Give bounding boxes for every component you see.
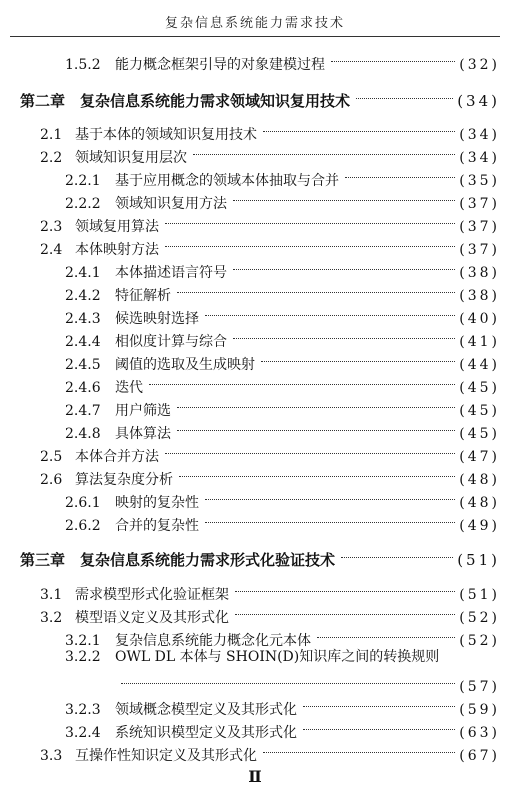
toc-entry[interactable] — [65, 324, 500, 350]
section-title: 互操作性知识定义及其形式化 — [75, 748, 257, 764]
dot-leader — [175, 278, 455, 300]
page-number: (32) — [459, 57, 500, 73]
dot-leader — [119, 669, 455, 691]
section-title: 基于应用概念的领域本体抽取与合并 — [115, 173, 339, 189]
section-number: 3.2.3 — [65, 702, 101, 718]
toc-entry[interactable] — [65, 508, 500, 534]
dot-leader — [163, 209, 455, 231]
toc-entry[interactable] — [65, 623, 500, 649]
section-title: 本体描述语言符号 — [115, 265, 227, 281]
page-number: (48) — [459, 495, 500, 511]
toc-entry[interactable] — [40, 577, 500, 603]
page-number: (45) — [459, 403, 500, 419]
section-number: 2.5 — [40, 449, 63, 465]
section-number: 3.2.4 — [65, 725, 101, 741]
section-title: 领域知识复用层次 — [75, 150, 187, 166]
section-number: 3.3 — [40, 748, 63, 764]
dot-leader — [329, 47, 455, 69]
dot-leader — [233, 600, 455, 622]
toc-entry[interactable] — [65, 715, 500, 741]
page-number: (40) — [459, 311, 500, 327]
page-number: (49) — [459, 518, 500, 534]
page-number: (51) — [459, 587, 500, 603]
page-number: (48) — [459, 472, 500, 488]
section-number: 2.6 — [40, 472, 63, 488]
section-title: 领域概念模型定义及其形式化 — [115, 702, 297, 718]
section-title: 算法复杂度分析 — [75, 472, 173, 488]
section-number: 2.3 — [40, 219, 63, 235]
section-title: 本体合并方法 — [75, 449, 159, 465]
section-title: 本体映射方法 — [75, 242, 159, 258]
section-number: 3.2.1 — [65, 633, 101, 649]
dot-leader — [261, 117, 455, 139]
dot-leader — [343, 163, 455, 185]
section-title: 相似度计算与综合 — [115, 334, 227, 350]
dot-leader — [233, 577, 455, 599]
section-number: 3.2 — [40, 610, 63, 626]
dot-leader — [301, 715, 455, 737]
page-number: (45) — [459, 426, 500, 442]
section-title: 能力概念框架引导的对象建模过程 — [115, 57, 325, 73]
dot-leader — [259, 347, 455, 369]
dot-leader — [261, 738, 455, 760]
section-title: OWL DL 本体与 SHOIN(D)知识库之间的转换规则 — [115, 649, 440, 665]
dot-leader — [231, 255, 455, 277]
toc-entry[interactable] — [40, 232, 500, 258]
dot-leader — [203, 508, 455, 530]
dot-leader — [301, 692, 455, 714]
toc-chapter-entry[interactable] — [20, 543, 500, 569]
section-number: 2.6.1 — [65, 495, 101, 511]
toc-entry[interactable] — [65, 255, 500, 281]
chapter-title: 复杂信息系统能力需求领域知识复用技术 — [80, 92, 351, 110]
toc-entry[interactable] — [40, 117, 500, 143]
section-title: 合并的复杂性 — [115, 518, 199, 534]
dot-leader — [354, 84, 453, 106]
toc-entry[interactable] — [40, 140, 500, 166]
toc-entry-first-line[interactable] — [65, 646, 439, 668]
page-number: (37) — [459, 219, 500, 235]
dot-leader — [231, 324, 455, 346]
toc-entry[interactable] — [65, 416, 500, 442]
toc-entry[interactable] — [65, 186, 500, 212]
section-title: 基于本体的领域知识复用技术 — [75, 127, 257, 143]
page-number: (45) — [459, 380, 500, 396]
page-number: (34) — [457, 92, 500, 110]
page-number: (38) — [459, 265, 500, 281]
section-number: 2.4.6 — [65, 380, 101, 396]
toc-entry[interactable] — [65, 163, 500, 189]
section-title: 特征解析 — [115, 288, 171, 304]
toc-entry[interactable] — [40, 439, 500, 465]
section-number: 2.2.1 — [65, 173, 101, 189]
page-number: (63) — [459, 725, 500, 741]
section-title: 候选映射选择 — [115, 311, 199, 327]
page-number: (52) — [459, 633, 500, 649]
toc-entry[interactable] — [65, 393, 500, 419]
toc-entry[interactable] — [65, 692, 500, 718]
section-number: 2.4.3 — [65, 311, 101, 327]
toc-entry[interactable] — [65, 301, 500, 327]
dot-leader — [231, 186, 455, 208]
chapter-number: 第二章 — [20, 92, 66, 110]
running-header: 复杂信息系统能力需求技术 — [164, 16, 345, 31]
toc-entry[interactable] — [65, 370, 500, 396]
section-number: 2.4.5 — [65, 357, 101, 373]
toc-entry[interactable] — [40, 600, 500, 626]
section-title: 迭代 — [115, 380, 143, 396]
chapter-number: 第三章 — [20, 551, 66, 569]
section-number: 2.1 — [40, 127, 63, 143]
chapter-title: 复杂信息系统能力需求形式化验证技术 — [80, 551, 336, 569]
section-title: 领域复用算法 — [75, 219, 159, 235]
page-number: (67) — [459, 748, 500, 764]
dot-leader — [147, 370, 455, 392]
toc-entry[interactable] — [65, 485, 500, 511]
section-number: 1.5.2 — [65, 57, 101, 73]
page-number: (57) — [459, 679, 500, 695]
section-title: 具体算法 — [115, 426, 171, 442]
dot-leader — [203, 485, 455, 507]
section-title: 模型语义定义及其形式化 — [75, 610, 229, 626]
section-title: 系统知识模型定义及其形式化 — [115, 725, 297, 741]
section-number: 2.4.8 — [65, 426, 101, 442]
dot-leader — [203, 301, 455, 323]
section-number: 3.2.2 — [65, 649, 101, 665]
section-number: 2.4.1 — [65, 265, 101, 281]
page-number: (47) — [459, 449, 500, 465]
section-title: 映射的复杂性 — [115, 495, 199, 511]
page-number: (51) — [457, 551, 500, 569]
toc-entry-continuation[interactable] — [115, 669, 500, 695]
page-number: (37) — [459, 196, 500, 212]
section-number: 2.4.2 — [65, 288, 101, 304]
toc-entry[interactable] — [40, 738, 500, 764]
page-number: (59) — [459, 702, 500, 718]
page-folio: Ⅱ — [248, 767, 262, 786]
section-number: 2.4.4 — [65, 334, 101, 350]
toc-entry[interactable] — [40, 462, 500, 488]
page-number: (38) — [459, 288, 500, 304]
section-number: 2.2 — [40, 150, 63, 166]
dot-leader — [175, 416, 455, 438]
section-number: 2.2.2 — [65, 196, 101, 212]
section-number: 3.1 — [40, 587, 63, 603]
dot-leader — [163, 232, 455, 254]
dot-leader — [163, 439, 455, 461]
page-number: (34) — [459, 150, 500, 166]
page-number: (35) — [459, 173, 500, 189]
page-number: (44) — [459, 357, 500, 373]
page-number: (37) — [459, 242, 500, 258]
section-number: 2.4.7 — [65, 403, 101, 419]
dot-leader — [339, 543, 453, 565]
page-number: (52) — [459, 610, 500, 626]
dot-leader — [177, 462, 455, 484]
toc-entry[interactable] — [65, 278, 500, 304]
section-number: 2.6.2 — [65, 518, 101, 534]
page-number: (34) — [459, 127, 500, 143]
section-title: 领域知识复用方法 — [115, 196, 227, 212]
toc-entry[interactable] — [65, 47, 500, 73]
dot-leader — [315, 623, 455, 645]
toc-entry[interactable] — [65, 347, 500, 373]
section-number: 2.4 — [40, 242, 63, 258]
page-number: (41) — [459, 334, 500, 350]
section-title: 复杂信息系统能力概念化元本体 — [115, 633, 311, 649]
toc-chapter-entry[interactable] — [20, 84, 500, 110]
dot-leader — [175, 393, 455, 415]
dot-leader — [191, 140, 455, 162]
toc-entry[interactable] — [40, 209, 500, 235]
section-title: 需求模型形式化验证框架 — [75, 587, 229, 603]
section-title: 阈值的选取及生成映射 — [115, 357, 255, 373]
section-title: 用户筛选 — [115, 403, 171, 419]
